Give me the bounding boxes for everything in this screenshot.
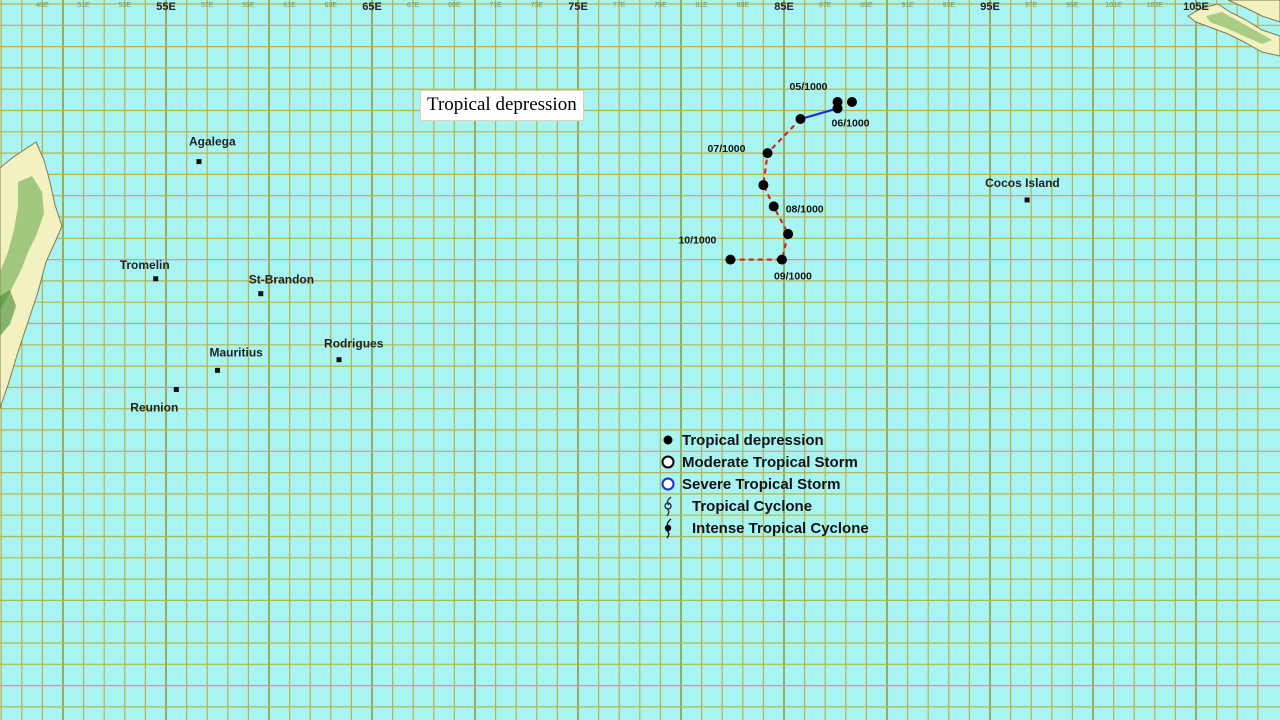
track-fix-point	[795, 114, 805, 124]
legend-symbol-filled	[664, 436, 673, 445]
track-fix-point	[763, 148, 773, 158]
island-label: Agalega	[188, 134, 236, 149]
island-marker	[258, 291, 263, 296]
longitude-label: 67E	[406, 2, 420, 9]
track-fix-point	[758, 180, 768, 190]
longitude-label: 53E	[118, 2, 132, 9]
longitude-label: 63E	[324, 2, 338, 9]
island-label: Reunion	[130, 400, 179, 415]
legend-label: Intense Tropical Cyclone	[692, 520, 869, 537]
island-label: St-Brandon	[248, 272, 315, 287]
longitude-label: 83E	[736, 2, 750, 9]
longitude-label: 85E	[774, 1, 794, 13]
longitude-label: 79E	[654, 2, 667, 9]
longitude-label: 69E	[448, 2, 461, 9]
longitude-label: 55E	[156, 1, 176, 13]
longitude-label: 71E	[489, 2, 502, 9]
legend-label: Tropical Cyclone	[692, 498, 813, 515]
legend-symbol-open	[663, 457, 674, 468]
island-marker	[153, 276, 158, 281]
longitude-label: 59E	[242, 2, 255, 9]
intense-cyclone-icon	[665, 525, 671, 531]
island-marker	[1025, 197, 1030, 202]
track-fix-label: 07/1000	[707, 143, 746, 156]
island-markers	[120, 135, 1060, 415]
track-fix-point	[833, 103, 843, 113]
island-marker	[174, 387, 179, 392]
longitude-label: 77E	[612, 2, 626, 9]
track-fix-point	[769, 201, 779, 211]
longitude-labels	[36, 1, 1209, 13]
legend-label: Moderate Tropical Storm	[682, 454, 858, 471]
track-fix-label: 08/1000	[785, 203, 824, 216]
legend-symbol-blue	[663, 479, 674, 490]
longitude-label: 57E	[200, 2, 214, 9]
track-fix-label: 05/1000	[789, 80, 828, 93]
island-label: Mauritius	[209, 345, 263, 360]
longitude-label: 93E	[942, 2, 956, 9]
longitude-label: 51E	[77, 2, 90, 9]
longitude-label: 99E	[1066, 2, 1079, 9]
longitude-label: 91E	[901, 2, 914, 9]
storm-track	[678, 81, 869, 283]
longitude-label: 65E	[362, 1, 382, 13]
track-fix-label: 06/1000	[831, 117, 870, 130]
legend-label: Tropical depression	[682, 432, 824, 449]
longitude-label: 49E	[36, 2, 49, 9]
island-label: Tromelin	[119, 257, 170, 272]
island-marker	[337, 357, 342, 362]
longitude-label: 97E	[1024, 2, 1038, 9]
longitude-label: 87E	[818, 2, 832, 9]
island-label: Rodrigues	[324, 336, 384, 351]
track-fix-label: 09/1000	[773, 270, 812, 283]
longitude-label: 105E	[1183, 1, 1209, 13]
map-title: Tropical depression	[420, 90, 584, 121]
longitude-label: 101E	[1105, 2, 1122, 9]
longitude-label: 95E	[980, 1, 1000, 13]
island-marker	[215, 368, 220, 373]
intensity-legend	[663, 432, 869, 538]
track-fix-label: 10/1000	[678, 234, 717, 247]
track-fix-point	[847, 97, 857, 107]
longitude-label: 75E	[568, 1, 588, 13]
island-label: Cocos Island	[985, 175, 1060, 190]
track-fix-point	[777, 255, 787, 265]
longitude-label: 81E	[695, 2, 708, 9]
longitude-label: 61E	[283, 2, 296, 9]
longitude-label: 89E	[860, 2, 873, 9]
legend-label: Severe Tropical Storm	[682, 476, 841, 493]
track-fix-point	[725, 255, 735, 265]
track-fix-point	[783, 229, 793, 239]
longitude-label: 103E	[1146, 2, 1163, 9]
longitude-label: 73E	[530, 2, 544, 9]
island-marker	[196, 159, 201, 164]
